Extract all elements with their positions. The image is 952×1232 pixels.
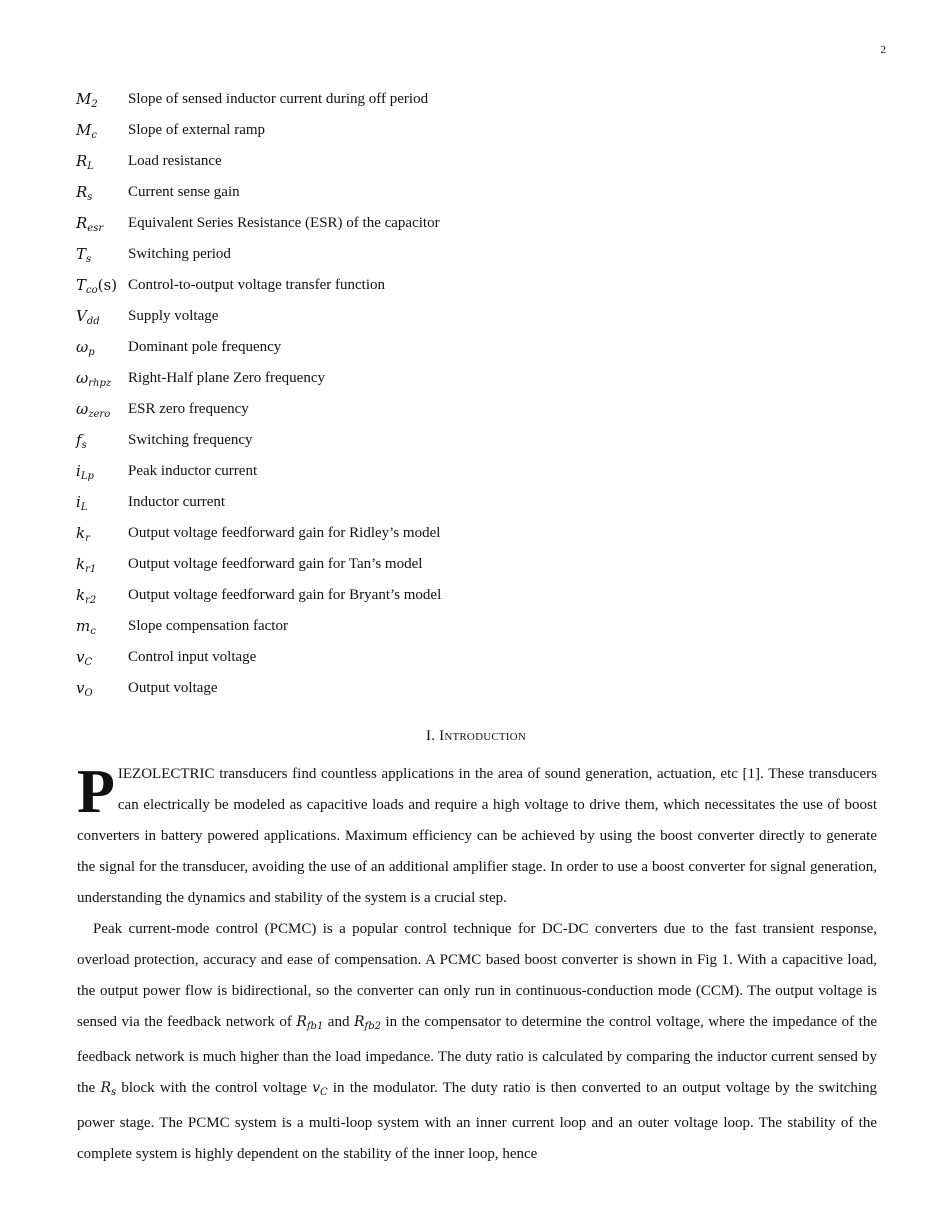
math-r-fb1: $R_{fb1}$ bbox=[296, 1014, 324, 1032]
nomenclature-description: Slope of sensed inductor current during off period bbox=[128, 91, 429, 107]
nomenclature-row bbox=[76, 518, 896, 549]
nomenclature-symbol: $k_r$ bbox=[76, 523, 90, 544]
nomenclature-row bbox=[76, 332, 896, 363]
nomenclature-row bbox=[76, 487, 896, 518]
nomenclature-row bbox=[76, 363, 896, 394]
math-r-fb2: $R_{fb2}$ bbox=[353, 1014, 381, 1032]
nomenclature-description: Supply voltage bbox=[128, 308, 219, 324]
nomenclature-row bbox=[76, 115, 896, 146]
nomenclature-row bbox=[76, 146, 896, 177]
nomenclature-description: Right-Half plane Zero frequency bbox=[128, 370, 325, 386]
nomenclature-symbol: $i_L$ bbox=[76, 492, 88, 513]
nomenclature-description: Switching period bbox=[128, 246, 231, 262]
paragraph-text: IEZOLECTRIC transducers find countless applications in the area of sound generation, actuation, etc [1]. These transducers can electrically be modeled as capacitive loads and require a high voltage to drive them, which necessitates the use of boost converters in battery powered applications. Maximum efficiency can be achieved by using the boost converter directly to generate the signal for the transducer, avoiding the use of an additional amplifier stage. In order to use a boost converter for signal generation, understanding the dynamics and stability of the system is a crucial step. bbox=[77, 766, 877, 906]
nomenclature-description: Current sense gain bbox=[128, 184, 240, 200]
math-r-s: $R_s$ bbox=[100, 1080, 117, 1098]
nomenclature-symbol: $M_c$ bbox=[76, 120, 97, 141]
intro-paragraph-2 bbox=[77, 914, 877, 1170]
nomenclature-symbol: $\omega_{rhpz}$ bbox=[76, 368, 112, 389]
nomenclature-row bbox=[76, 239, 896, 270]
nomenclature-row bbox=[76, 456, 896, 487]
paragraph-text: block with the control voltage bbox=[116, 1080, 313, 1096]
section-numeral: I. bbox=[426, 728, 436, 744]
nomenclature-row bbox=[76, 84, 896, 115]
nomenclature-row bbox=[76, 270, 896, 301]
nomenclature-symbol: $i_{Lp}$ bbox=[76, 461, 94, 482]
nomenclature-row bbox=[76, 642, 896, 673]
nomenclature-description: Slope compensation factor bbox=[128, 618, 288, 634]
nomenclature-description: Output voltage feedforward gain for Tan’s model bbox=[128, 556, 423, 572]
nomenclature-symbol: $M_2$ bbox=[76, 89, 98, 110]
nomenclature-symbol: $\omega_{zero}$ bbox=[76, 399, 111, 420]
nomenclature-row bbox=[76, 177, 896, 208]
nomenclature-row bbox=[76, 580, 896, 611]
section-heading bbox=[0, 728, 952, 745]
nomenclature-symbol: $k_{r2}$ bbox=[76, 585, 97, 606]
nomenclature-symbol: $v_O$ bbox=[76, 678, 93, 699]
nomenclature-description: Switching frequency bbox=[128, 432, 253, 448]
nomenclature-row bbox=[76, 425, 896, 456]
nomenclature-description: ESR zero frequency bbox=[128, 401, 249, 417]
nomenclature-row bbox=[76, 301, 896, 332]
nomenclature-symbol: $T_{co}(s)$ bbox=[76, 275, 118, 296]
page-number: 2 bbox=[880, 44, 886, 56]
nomenclature-description: Control-to-output voltage transfer function bbox=[128, 277, 386, 293]
nomenclature-description: Control input voltage bbox=[128, 649, 257, 665]
nomenclature-description: Dominant pole frequency bbox=[128, 339, 282, 355]
paragraph-text: in the compensator to determine the control voltage, where the impedance of the feedback network is much higher than the load impedance. The duty ratio is calculated by comparing the inductor current sensed by the bbox=[77, 1014, 877, 1096]
nomenclature-description: Load resistance bbox=[128, 153, 222, 169]
nomenclature-symbol: $V_{dd}$ bbox=[76, 306, 100, 327]
drop-cap: P bbox=[77, 758, 115, 826]
nomenclature-list bbox=[76, 84, 896, 704]
nomenclature-symbol: $f_s$ bbox=[76, 430, 87, 451]
nomenclature-symbol: $R_L$ bbox=[76, 151, 94, 172]
nomenclature-symbol: $v_C$ bbox=[76, 647, 93, 668]
nomenclature-row bbox=[76, 394, 896, 425]
nomenclature-description: Inductor current bbox=[128, 494, 226, 510]
paragraph-text: Peak current-mode control (PCMC) is a popular control technique for DC-DC converters due to the fast transient response, overload protection, accuracy and ease of compensation. A PCMC based boost converter is shown in Fig 1. With a capacitive load, the output power flow is bidirectional, so the converter can only run in continuous-conduction mode (CCM). The output voltage is sensed via the feedback network of bbox=[77, 921, 877, 1030]
nomenclature-row bbox=[76, 549, 896, 580]
nomenclature-symbol: $\omega_p$ bbox=[76, 337, 95, 358]
math-v-c: $v_C$ bbox=[312, 1080, 328, 1098]
nomenclature-description: Output voltage feedforward gain for Ridley’s model bbox=[128, 525, 441, 541]
paragraph-text: and bbox=[323, 1014, 354, 1030]
nomenclature-row bbox=[76, 611, 896, 642]
nomenclature-description: Output voltage feedforward gain for Bryant’s model bbox=[128, 587, 442, 603]
nomenclature-description: Equivalent Series Resistance (ESR) of the capacitor bbox=[128, 215, 440, 231]
nomenclature-symbol: $k_{r1}$ bbox=[76, 554, 97, 575]
body-text bbox=[77, 759, 877, 1170]
intro-paragraph-1 bbox=[77, 759, 877, 914]
nomenclature-symbol: $R_s$ bbox=[76, 182, 93, 203]
nomenclature-symbol: $T_s$ bbox=[76, 244, 92, 265]
paragraph-text: in the modulator. The duty ratio is then converted to an output voltage by the switching power stage. The PCMC system is a multi-loop system with an inner current loop and an outer voltage loop. The stability of the complete system is highly dependent on the stability of the inner loop, hence bbox=[77, 1080, 877, 1162]
nomenclature-symbol: $R_{esr}$ bbox=[76, 213, 104, 234]
nomenclature-symbol: $m_c$ bbox=[76, 616, 96, 637]
nomenclature-description: Output voltage bbox=[128, 680, 218, 696]
nomenclature-row bbox=[76, 208, 896, 239]
nomenclature-description: Slope of external ramp bbox=[128, 122, 266, 138]
section-title: Introduction bbox=[439, 728, 526, 744]
nomenclature-row bbox=[76, 673, 896, 704]
nomenclature-description: Peak inductor current bbox=[128, 463, 258, 479]
